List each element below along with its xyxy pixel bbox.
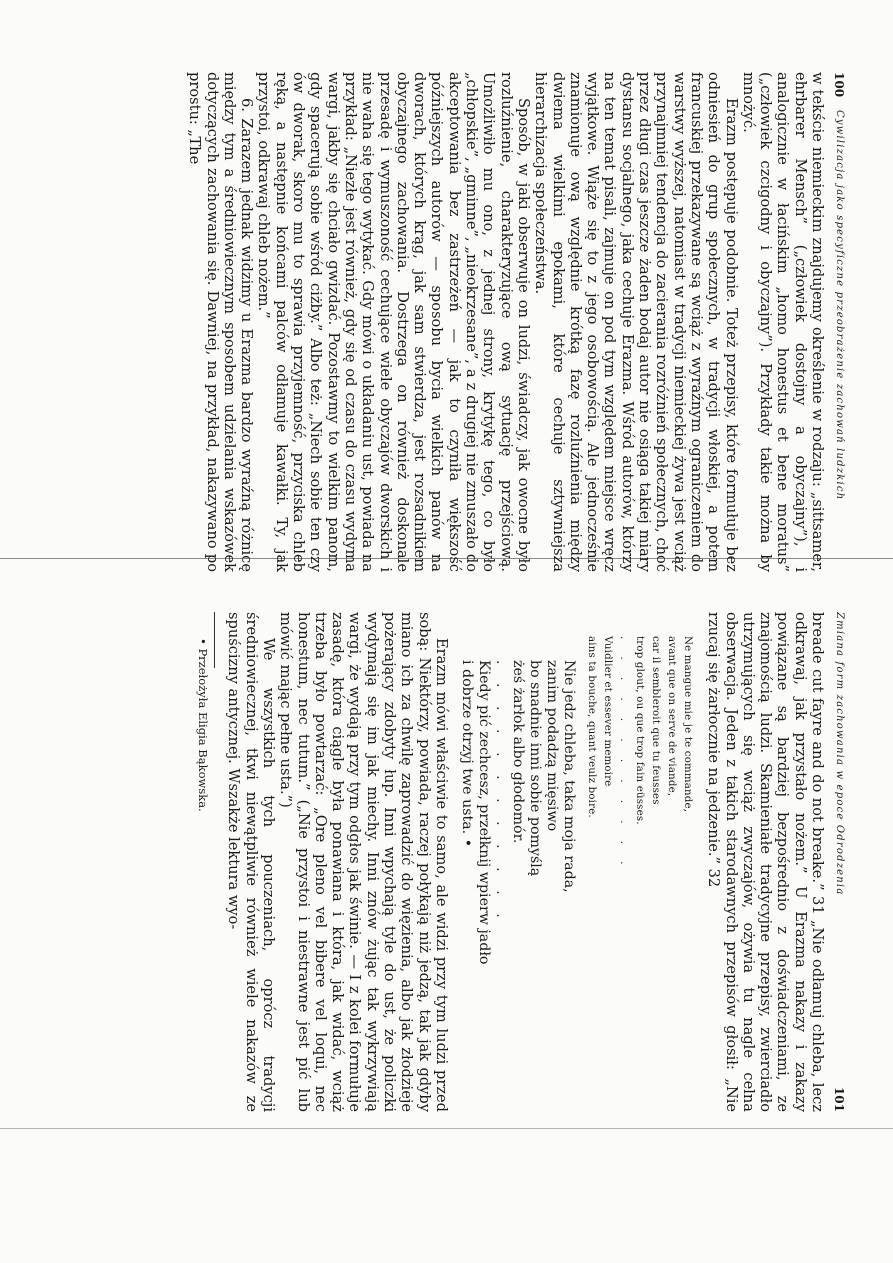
paragraph: breade cut fayre and do not breake.” 31 „Nie odłamuj chleba, lecz odkrawaj, jak przystało nożem.” U Erazma nakazy i zakazy powiązane są bardziej bezpośrednio z doświadczeniami, ze znajomością ludzi. Skamieniałe tradycyjne przepisy, zwierciadło utrzymujących się wciąż zwyczajów, ożywia tu nagle celna obserwacja. Jeden z takich starodawnych przepisów głosił: „Nie rzucaj się żarłocznie na jedzenie.” 32: [705, 612, 826, 1112]
verse-line: i dobrze otrzyj twe usta. •: [458, 660, 475, 848]
paragraph: Sposób, w jaki obserwuje on ludzi, świadczy, jak owocne było rozluźnienie, charakteryzujące ową sytuację przejściową. Umożliwiło mu ono, z jednej strony, krytykę tego, co było „chłopskie”, „gminne”, „nieokrzesane”, a z drugiej nie zmuszało do akceptowania bez zastrzeżeń — jak to czyniła większość późniejszych autorów — sposobu bycia wielkich panów na dworach, których krąg, jak sam stwierdza, jest rozsadnikiem obyczajnego zachowania. Dostrzega on również doskonale przesadę i wymuszoność cechujące wiele obyczajów dworskich i nie waha się tego wytykać. Gdy mówi o układaniu ust, powiada na przykład: „Niezłe jest również, gdy się od czasu do czasu wydyma wargi, jakby się chciało gwizdać. Pozostawmy to wielkim panom, gdy spacerują sobie wśród ciżby.” Albo też: „Niech sobie ten czy ów dworak, skoro mu to sprawia przyjemność, przyciska chleb ręką, a następnie końcami palców odłamuje kawałki. Ty, jak przystoi, odkrawaj chleb nożem.”: [255, 72, 532, 572]
verse-line: żeś żarłok albo głodomór.: [509, 660, 526, 844]
running-head: [828, 612, 846, 1112]
footnote-rule: [214, 612, 215, 668]
paragraph: Erazm mówi właściwie to samo, ale widzi przy tym ludzi przed sobą: Niektórzy, powiada, raczej połykają niż jedzą, tak jak gdyby miano ich za chwilę zaprowadzić do więzienia, albo jak złodzieje pożerający zdobyty łup. Inni wpychają tyle do ust, że policzki wydymają się im jak miechy. Inni znów żując tak wykrzywiają wargi, że wydają przy tym odgłos jak świnie. — I z kolei formułuje zasadę, która ciągle była ponawiana i która, jak widać, wciąż trzeba było powtarzać: „Ore pleno vel bibere vel loqui, nec honestum, nec tutum.” („Nie przystoi i niestrawne jest pić lub mówić mając pełne usta.”): [277, 612, 450, 1112]
page-101: [40, 612, 846, 1112]
paragraph: Erazm postępuje podobnie. Toteż przepisy, które formułuje bez odniesień do grup społecznych, w tradycji włoskiej, a potem francuskiej przekazywane są wciąż z wyraźnym ograniczeniem do warstwy wyższej, natomiast w tradycji niemieckiej żywa jest wciąż przynajmniej tendencja do zacierania rozróżnień społecznych, choć przez długi czas jeszcze żaden bodaj autor nie osiąga takiej miary dystansu socjalnego, jaka cechuje Erazma. Wśród autorów, którzy na ten temat pisali, zajmuje on pod tym względem miejsce wręcz wyjątkowe. Wiąże się to z jego osobowością. Ale jednocześnie znamionuje ową względnie krótką fazę rozluźnienia między dwiema wielkimi epokami, które cechuje sztywniejsza hierarchizacja społeczeństwa.: [532, 72, 740, 572]
verse-line: Ne mangue mie je te commande,: [681, 636, 693, 813]
page-body: [186, 72, 826, 572]
verse-line: zanim podadzą mięsiwo: [543, 660, 560, 832]
verse-ellipsis: . . . . . . . . . . . .: [492, 660, 509, 925]
running-title: Zmiana form zachowania w epoce Odrodzenia: [834, 612, 845, 896]
running-title: Cywilizacja jako specyficzne przeobrażenie zachowań ludzkich: [834, 110, 845, 501]
bottom-scan-rule: [0, 1128, 893, 1129]
verse-line: Kiedy pić zechcesz, przełknij wpierw jadło: [475, 660, 492, 965]
paragraph: w tekście niemieckim znajdujemy określenie w rodzaju: „sittsamer, ehrbarer Mensch” („człowiek dostojny a obyczajny”), i analogicznie w łacińskim „homo honestus et bene moratus” („człowiek czcigodny i obyczajny”). Przykłady takie można by mnożyć.: [739, 72, 826, 572]
verse-line: bo snadnie inni sobie pomyślą: [526, 660, 543, 877]
verse-ellipsis: . . . . . . . . . . . .: [617, 636, 629, 872]
paragraph: 6. Zarazem jednak widzimy u Erazma bardzo wyraźną różnicę między tym a średniowiecznym sposobem udzielania wskazówek dotyczących zachowania się. Dawniej, na przykład, nakazywano po prostu: „The: [186, 72, 256, 572]
page-number: 101: [832, 1086, 846, 1112]
polish-verse-translation: [458, 660, 577, 1112]
verse-line: avant que on serve de viande,: [665, 636, 677, 797]
page-number: 100: [832, 72, 846, 98]
running-head: [828, 72, 846, 572]
verse-line: Nie jedz chleba, taka moja rada,: [560, 660, 577, 893]
page-body: [195, 612, 826, 1112]
verse-line: Vuidlier et essever memoire: [601, 636, 613, 787]
french-verse-quote: [583, 636, 695, 1112]
verse-line: trop glout, ou que trop fain eüsses.: [633, 636, 645, 825]
verse-line: car il sembleroit que tu feusses: [649, 636, 661, 805]
footnote: • Przełożyła Eligia Bąkowska.: [196, 638, 211, 812]
page-100: [40, 72, 846, 572]
paragraph: We wszystkich tych pouczeniach, oprócz tradycji średniowiecznej, tkwi niewątpliwie również wiele nakazów ze spuścizny antycznej. Wszakże lektura wyo-: [225, 612, 277, 1112]
verse-line: ains ta bouche, quant veulz boire.: [585, 636, 597, 818]
